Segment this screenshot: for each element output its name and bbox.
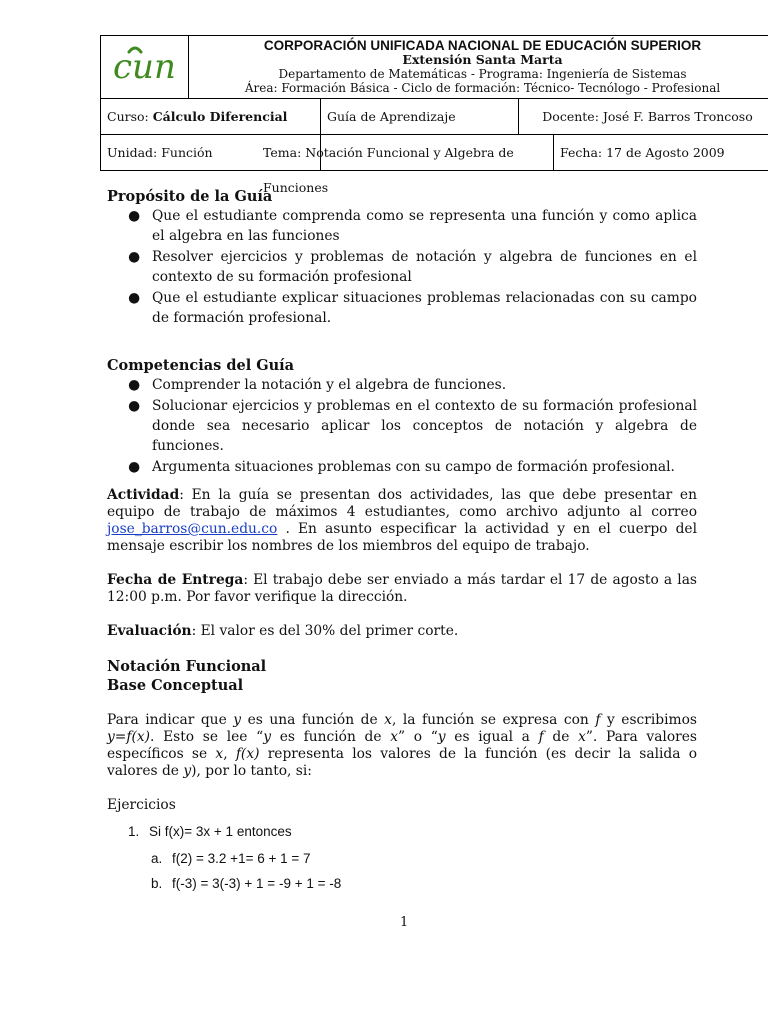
activity-paragraph: Actividad: En la guía se presentan dos actividades, las que debe presentar en equipo de trabajo de máximos 4 estudiantes, como archivo adjunto al correo jose_barros@cun.edu.co . En asunto especificar la actividad y en el cuerpo del mensaje escribir los nombres de los miembros del equipo de trabajo. xyxy=(107,487,697,554)
page-number: 1 xyxy=(400,915,409,930)
section-title: Notación Funcional xyxy=(107,658,267,675)
delivery-label: Fecha de Entrega xyxy=(107,572,244,588)
purpose-title: Propósito de la Guía xyxy=(107,188,273,205)
concept-paragraph: Para indicar que y es una función de x, la función se expresa con f y escribimos y=f(x). Esto se lee “y es función de x” o “y es igual a f de x”. Para valores específicos se x, f(x) representa los valores de la función (es decir la salida o valores de y), por lo tanto, si: xyxy=(107,712,698,779)
email-link[interactable]: jose_barros@cun.edu.co xyxy=(107,521,278,537)
exercise-list xyxy=(107,822,697,894)
area-line: Área: Formación Básica - Ciclo de formación: Técnico- Tecnólogo - Profesional xyxy=(244,81,721,95)
campus-name: Extensión Santa Marta xyxy=(402,52,563,67)
list-item: ● Que el estudiante comprenda como se representa una función y como aplica el algebra en las funciones xyxy=(128,208,697,244)
teacher-cell: Docente: José F. Barros Troncoso xyxy=(519,99,768,135)
topic-cell: Tema: Notación Funcional y Algebra de Funciones xyxy=(257,135,554,170)
section-subtitle: Base Conceptual xyxy=(107,677,244,694)
header-table xyxy=(100,35,768,195)
logo-cell xyxy=(101,36,189,99)
logo-text: cun xyxy=(112,46,176,87)
course-label: Curso: xyxy=(107,109,149,124)
organization-name: CORPORACIÓN UNIFICADA NACIONAL DE EDUCACIÓN SUPERIOR xyxy=(263,38,702,53)
list-item: ● Que el estudiante explicar situaciones problemas relacionadas con su campo de formación profesional. xyxy=(128,290,697,326)
department-line: Departamento de Matemáticas - Programa: Ingeniería de Sistemas xyxy=(278,67,687,81)
list-item: ● Solucionar ejercicios y problemas en el contexto de su formación profesional donde sea necesario aplicar los conceptos de notación y algebra de funciones. xyxy=(128,398,697,454)
activity-label: Actividad xyxy=(107,487,180,503)
evaluation-label: Evaluación xyxy=(107,623,192,639)
list-item: ● Resolver ejercicios y problemas de notación y algebra de funciones en el contexto de su formación profesional xyxy=(128,249,697,285)
exercise-item: 1. Si f(x)= 3x + 1 entonces xyxy=(128,824,292,839)
delivery-paragraph: Fecha de Entrega: El trabajo debe ser enviado a más tardar el 17 de agosto a las 12:00 p.m. Por favor verifique la dirección. xyxy=(107,572,697,605)
competencies-title: Competencias del Guía xyxy=(107,357,295,374)
guide-cell: Guía de Aprendizaje xyxy=(321,99,519,135)
competencies-list xyxy=(107,375,697,477)
evaluation-paragraph: Evaluación: El valor es del 30% del primer corte. xyxy=(107,623,459,639)
course-value: Cálculo Diferencial xyxy=(152,109,288,124)
purpose-list xyxy=(107,206,697,328)
organization-cell xyxy=(189,36,768,99)
date-cell: Fecha: 17 de Agosto 2009 xyxy=(560,145,725,160)
course-cell xyxy=(101,99,321,135)
unit-cell: Unidad: Función xyxy=(101,135,321,171)
exercise-subitem: a. f(2) = 3.2 +1= 6 + 1 = 7 xyxy=(151,851,311,866)
main-content xyxy=(107,187,697,894)
exercises-title: Ejercicios xyxy=(107,797,176,813)
topic-date-cell xyxy=(263,135,768,195)
exercise-subitem: b. f(-3) = 3(-3) + 1 = -9 + 1 = -8 xyxy=(151,876,342,891)
list-item: ● Argumenta situaciones problemas con su campo de formación profesional. xyxy=(128,459,675,475)
cun-logo xyxy=(109,42,181,90)
list-item: ● Comprender la notación y el algebra de funciones. xyxy=(128,377,507,393)
